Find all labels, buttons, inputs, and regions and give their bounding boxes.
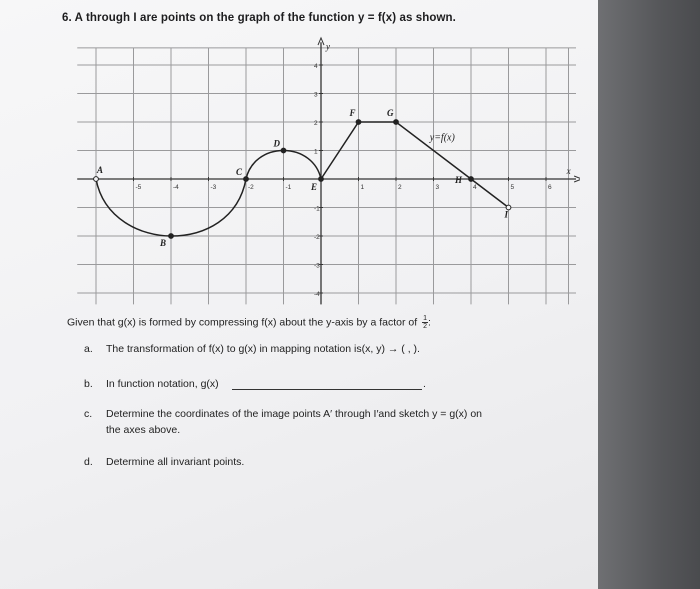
fraction-denominator: 2 bbox=[423, 323, 427, 330]
fraction-numerator: 1 bbox=[423, 315, 427, 322]
point-c bbox=[244, 177, 249, 182]
x-tick-label: 6 bbox=[548, 184, 552, 191]
question-text: A through I are points on the graph of the function y = f(x) as shown. bbox=[74, 12, 456, 24]
given-text: Given that g(x) is formed by compressing f(x) about the y-axis by a factor of bbox=[67, 316, 418, 329]
part-a bbox=[84, 343, 420, 355]
x-tick-label: -1 bbox=[285, 184, 292, 191]
part-d bbox=[84, 456, 244, 468]
point-label-e: E bbox=[311, 182, 318, 192]
question-title bbox=[62, 12, 456, 24]
part-d-letter: d. bbox=[84, 456, 93, 468]
part-b bbox=[84, 378, 219, 390]
graph-grid bbox=[77, 48, 576, 305]
y-tick-label: -4 bbox=[314, 291, 320, 298]
x-tick-label: -2 bbox=[248, 184, 254, 191]
part-a-text: The transformation of f(x) to g(x) in mapping notation is(x, y) → ( , ). bbox=[106, 343, 420, 355]
given-colon: : bbox=[427, 316, 431, 329]
answer-blank-line[interactable] bbox=[232, 389, 422, 390]
x-tick-label: -4 bbox=[173, 184, 179, 191]
part-c-text: Determine the coordinates of the image points A′ through I′and sketch y = g(x) on bbox=[106, 408, 483, 420]
curve-segment-e-i bbox=[321, 122, 509, 208]
point-label-i: I bbox=[504, 209, 509, 220]
given-statement bbox=[67, 315, 431, 330]
point-label-f: F bbox=[349, 108, 356, 118]
x-tick-label: 2 bbox=[398, 184, 402, 191]
y-tick-label: 4 bbox=[314, 63, 318, 70]
part-b-text: In function notation, g(x) bbox=[106, 378, 219, 390]
x-tick-label: 4 bbox=[473, 184, 477, 191]
point-g bbox=[394, 120, 399, 125]
point-label-d: D bbox=[273, 138, 280, 149]
part-a-letter: a. bbox=[84, 343, 93, 355]
x-tick-label: 1 bbox=[360, 184, 365, 191]
point-label-g: G bbox=[387, 108, 394, 118]
x-tick-label: 3 bbox=[435, 184, 440, 191]
point-label-a: A bbox=[97, 165, 104, 175]
x-tick-label: -3 bbox=[210, 184, 217, 191]
y-tick-label: 1 bbox=[314, 148, 318, 156]
part-b-period: . bbox=[423, 378, 426, 390]
part-c-continued: the axes above. bbox=[106, 424, 181, 436]
x-tick-label: -5 bbox=[135, 184, 142, 191]
part-c bbox=[84, 408, 482, 420]
point-label-c: C bbox=[236, 167, 243, 177]
y-axis-label: y bbox=[326, 41, 330, 52]
point-d bbox=[281, 148, 286, 153]
x-axis-label: x bbox=[566, 166, 571, 176]
y-tick-label: 2 bbox=[314, 120, 318, 127]
part-b-letter: b. bbox=[84, 378, 93, 390]
point-label-h: H bbox=[455, 175, 463, 185]
point-h bbox=[469, 177, 474, 182]
point-b bbox=[169, 234, 174, 239]
y-tick-label: -2 bbox=[314, 234, 320, 241]
function-graph bbox=[60, 30, 580, 310]
question-number: 6. bbox=[62, 12, 72, 24]
part-c-letter: c. bbox=[84, 408, 93, 420]
point-f bbox=[356, 120, 361, 125]
y-tick-label: 3 bbox=[314, 91, 318, 99]
function-label: y=f(x) bbox=[429, 132, 455, 144]
point-label-b: B bbox=[160, 238, 167, 248]
y-tick-label: -3 bbox=[314, 262, 320, 270]
point-a bbox=[94, 177, 99, 182]
graph-points bbox=[94, 108, 511, 248]
point-e bbox=[319, 177, 324, 182]
x-tick-label: 5 bbox=[510, 184, 515, 191]
graph-tick-labels bbox=[134, 63, 553, 298]
part-d-text: Determine all invariant points. bbox=[106, 456, 245, 468]
desk-shadow bbox=[597, 0, 700, 589]
y-tick-label: -1 bbox=[314, 205, 320, 213]
